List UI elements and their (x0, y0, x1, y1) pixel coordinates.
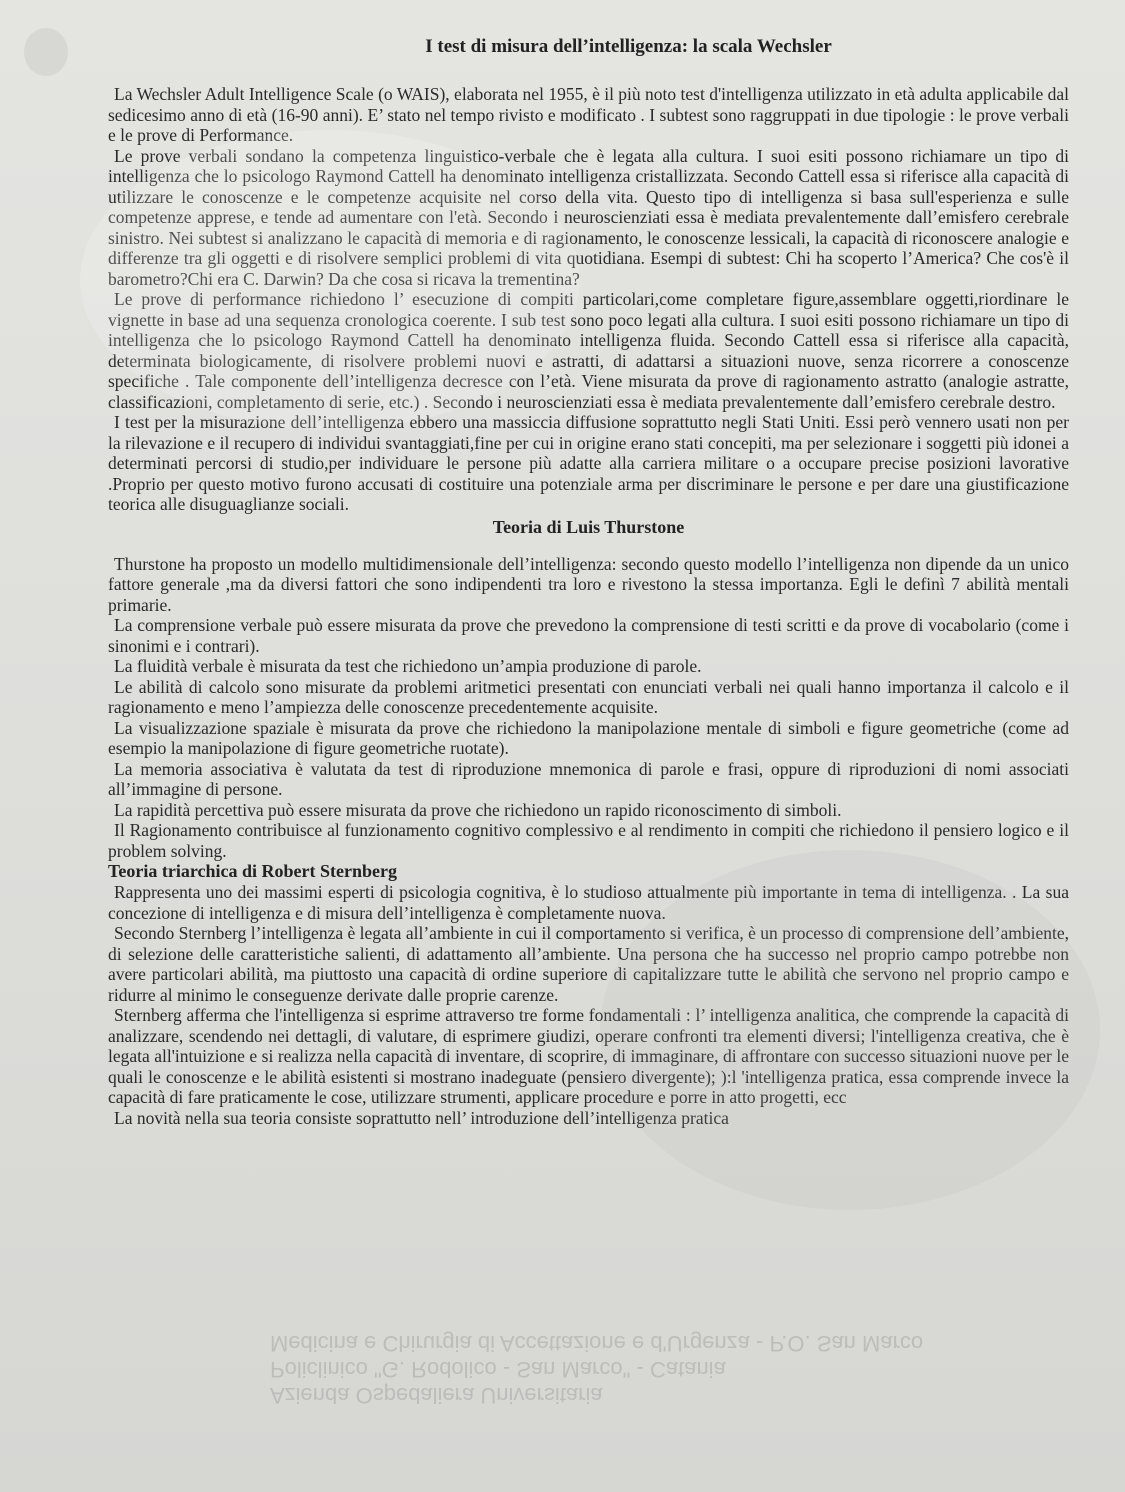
heading-sternberg: Teoria triarchica di Robert Sternberg (108, 861, 397, 881)
bleed-through-line: Medicina e Chirurgia di Accettazione e d'Urgenza - P.O. San Marco (270, 1331, 924, 1356)
paragraph: La visualizzazione spaziale è misurata da prove che richiedono la manipolazione mentale di simboli e figure geometriche (come ad esempio la manipolazione di figure geometriche ruotate). (108, 717, 1069, 758)
paragraph: Thurstone ha proposto un modello multidimensionale dell’intelligenza: secondo questo modello l’intelligenza non dipende da un unico fattore generale ,ma da diversi fattori che sono indipendenti tra loro e rivestono la stessa importanza. Egli le definì 7 abilità mentali primarie. (108, 553, 1069, 615)
bleed-through-stamp (270, 1330, 970, 1408)
paragraph: Le prove verbali sondano la competenza linguistico-verbale che è legata alla cultura. I suoi esiti possono richiamare un tipo di intelligenza che lo psicologo Raymond Cattell ha denominato intelligenza cristallizzata. Secondo Cattell essa si riferisce alla capacità di utilizzare le conoscenze e le competenze acquisite nel corso della vita. Questo tipo di intelligenza si basa sull'esperienza e sulle competenze apprese, e tende ad aumentare con l'età. Secondo i neuroscienziati essa è mediata prevalentemente dall’emisfero cerebrale sinistro. Nei subtest si analizzano le capacità di memoria e di ragionamento, le conoscenze lessicali, la capacità di riconoscere analogie e differenze tra gli oggetti e di risolvere semplici problemi di vita quotidiana. Esempi di subtest: Chi ha scoperto l’America? Che cos'è il barometro?Chi era C. Darwin? Da che cosa si ricava la trementina? (108, 145, 1069, 289)
bleed-through-line: Policlinico "G. Rodolico - San Marco" - Catania (270, 1357, 726, 1382)
paragraph: I test per la misurazione dell’intelligenza ebbero una massiccia diffusione soprattutto negli Stati Uniti. Essi però vennero usati non per la rilevazione e il recupero di individui svantaggiati,fine per cui in origine erano stati concepiti, ma per selezionare i soggetti più idonei a determinati percorsi di studio,per individuare le persone più adatte alla carriera militare o a occupare precise posizioni lavorative .Proprio per questo motivo furono accusati di costituire una potenziale arma per discriminare le persone e per dare una giustificazione teorica alle disuguaglianze sociali. (108, 412, 1069, 514)
paragraph: La novità nella sua teoria consiste soprattutto nell’ introduzione dell’intelligenza pratica (114, 1107, 729, 1128)
section-thurstone (108, 554, 1069, 862)
heading-thurstone: Teoria di Luis Thurstone (492, 516, 685, 537)
section-wechsler (108, 84, 1069, 515)
paragraph: Le prove di performance richiedono l’ esecuzione di compiti particolari,come completare figure,assemblare oggetti,riordinare le vignette in base ad una sequenza cronologica coerente. I sub test sono poco legati alla cultura. I suoi esiti possono richiamare un tipo di intelligenza che lo psicologo Raymond Cattell ha denominato intelligenza fluida. Secondo Cattell essa si riferisce alla capacità, determinata biologicamente, di risolvere problemi nuovi e astratti, di adattarsi a situazioni nuove, senza ricorrere a conoscenze specifiche . Tale componente dell’intelligenza decresce con l’età. Viene misurata da prove di ragionamento astratto (analogie astratte, classificazioni, completamento di serie, etc.) . Secondo i neuroscienziati essa è mediata prevalentemente dall’emisfero cerebrale destro. (108, 289, 1069, 412)
section-sternberg (108, 882, 1069, 1128)
punch-hole-mark (24, 28, 68, 76)
document-title: I test di misura dell’intelligenza: la scala Wechsler (425, 36, 832, 57)
paragraph: Sternberg afferma che l'intelligenza si esprime attraverso tre forme fondamentali : l’ intelligenza analitica, che comprende la capacità di analizzare, scendendo nei dettagli, di valutare, di esprimere giudizi, operare confronti tra elementi diversi; l'intelligenza creativa, che è legata all'intuizione e si realizza nella capacità di inventare, di scoprire, di immaginare, di affrontare con successo situazioni nuove per le quali le conoscenze e le abilità esistenti si mostrano inadeguate (pensiero divergente); ):l 'intelligenza pratica, essa comprende invece la capacità di fare praticamente le cose, utilizzare strumenti, applicare procedure e porre in atto progetti, ecc (108, 1005, 1069, 1107)
paragraph: La fluidità verbale è misurata da test che richiedono un’ampia produzione di parole. (114, 656, 702, 676)
paragraph: Il Ragionamento contribuisce al funzionamento cognitivo complessivo e al rendimento in compiti che richiedono il pensiero logico e il problem solving. (108, 820, 1069, 861)
paragraph: Secondo Sternberg l’intelligenza è legata all’ambiente in cui il comportamento si verifica, è un processo di comprensione dell’ambiente, di selezione delle caratteristiche salienti, di adattamento all’ambiente. Una persona che ha successo nel proprio campo potrebbe non avere particolari abilità, ma piuttosto una capacità di ordine superiore di capitalizzare tutte le abilità che servono nel proprio campo e ridurre al minimo le conseguenze derivate dalle proprie carenze. (108, 923, 1069, 1005)
paragraph: La comprensione verbale può essere misurata da prove che prevedono la comprensione di testi scritti e da prove di vocabolario (come i sinonimi e i contrari). (108, 615, 1069, 656)
paragraph: La memoria associativa è valutata da test di riproduzione mnemonica di parole e frasi, oppure di riproduzioni di nomi associati all’immagine di persone. (108, 758, 1069, 799)
bleed-through-line: Azienda Ospedaliera Universitaria (270, 1383, 603, 1408)
paragraph: La rapidità percettiva può essere misurata da prove che richiedono un rapido riconoscimento di simboli. (114, 799, 842, 820)
paragraph: La Wechsler Adult Intelligence Scale (o WAIS), elaborata nel 1955, è il più noto test d'intelligenza utilizzato in età adulta applicabile dal sedicesimo anno di età (16-90 anni). E’ stato nel tempo rivisto e modificato . I subtest sono raggruppati in due tipologie : le prove verbali e le prove di Performance. (108, 84, 1070, 145)
paragraph: Rappresenta uno dei massimi esperti di psicologia cognitiva, è lo studioso attualmente più importante in tema di intelligenza. . La sua concezione di intelligenza e di misura dell’intelligenza è completamente nuova. (108, 882, 1069, 923)
paragraph: Le abilità di calcolo sono misurate da problemi aritmetici presentati con enunciati verbali nei quali hanno importanza il calcolo e il ragionamento e meno l’ampiezza delle conoscenze precedentemente acquisite. (108, 676, 1069, 717)
